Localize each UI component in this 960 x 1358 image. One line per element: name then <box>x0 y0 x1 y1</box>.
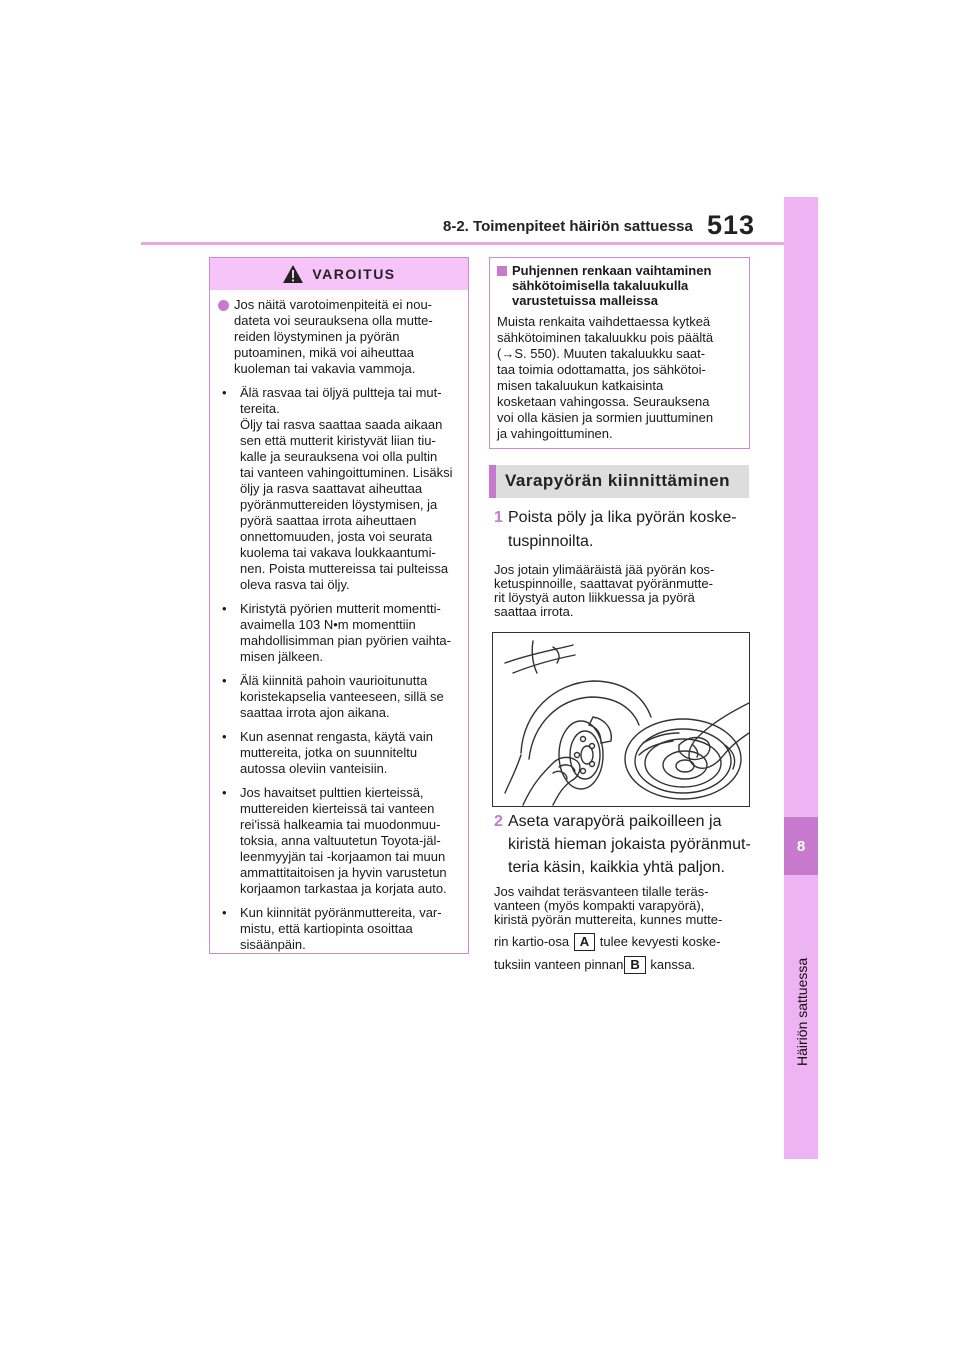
chapter-title: Häiriön sattuessa <box>794 957 810 1067</box>
label-a: A <box>574 933 595 951</box>
warning-item: • Älä rasvaa tai öljyä pultteja tai mut- tereita. Öljy tai rasva saattaa saada aikaan sen että mutterit kiristyvät liian tiu- kalle ja seurauksena voi olla pultin tai vanteen vahingoittuminen. Lisäksi öljy ja rasva saattavat aiheuttaa pyöränmuttereiden löystymisen, ja pyörä saattaa irrota aiheuttaen onnettomuuden, josta voi seurata kuolema tai vakava loukkaantumi- nen. Poista muttereissa tai pulteissa oleva rasva tai öljy. <box>222 385 453 592</box>
square-bullet-icon <box>497 266 507 276</box>
warning-item: • Kun kiinnität pyöränmuttereita, var- mistu, että kartiopinta osoittaa sisäänpäin. <box>222 905 442 952</box>
warning-item: • Kun asennat rengasta, käytä vain muttereita, jotka on suunniteltu autossa oleviin vanteisiin. <box>222 729 433 776</box>
chapter-side-tab <box>784 197 818 1159</box>
step-text: Aseta varapyörä paikoilleen ja kiristä hieman jokaista pyöränmut- teria käsin, kaikkia yhtä paljon. <box>508 813 751 876</box>
warning-item: • Kiristytä pyörien mutterit momentti- avaimella 103 N•m momenttiin mahdollisimman pian pyörien vaihta- misen jälkeen. <box>222 601 451 664</box>
section-heading-accent <box>489 465 496 498</box>
warning-box <box>209 257 469 954</box>
warning-intro-text: Jos näitä varotoimenpiteitä ei nou- dateta voi seurauksena olla mutte- reiden löystyminen ja pyörän putoaminen, mikä voi aiheuttaa kuoleman tai vakavia vammoja. <box>234 297 433 376</box>
note-text: Muista renkaita vaihdettaessa kytkeä sähkötoiminen takaluukku pois päältä (→S. 550). Muuten takaluukku saat- taa toimia odottamatta, jos sähkötoi- misen takaluukun katkaisinta kosketaan vahingossa. Seurauksena voi olla käsien ja sormien juuttuminen ja vahingoittuminen. <box>497 314 714 441</box>
warning-title: VAROITUS <box>312 266 396 282</box>
circle-bullet-icon <box>218 300 229 311</box>
warning-item: • Jos havaitset pulttien kierteissä, muttereiden kierteissä tai vanteen rei'issä halkeamia tai muodonmuu- toksia, anna valtuutetun Toyota-jäl- leenmyyjän tai -korjaamon tai muun ammattitaitoisen ja hyvin varustetun korjaamon tarkastaa ja korjata auto. <box>222 785 447 896</box>
warning-triangle-icon <box>282 264 304 284</box>
note-heading: Puhjennen renkaan vaihtaminen sähkötoimisella takaluukulla varustetuissa malleissa <box>490 258 749 308</box>
note-box <box>489 257 750 449</box>
step-1-detail: Jos jotain ylimääräistä jää pyörän kos- ketuspinnoille, saattavat pyöränmutte- rit löystyä auton liikkuessa ja pyörä saattaa irrota. <box>494 562 715 619</box>
label-b: B <box>624 956 645 974</box>
step-text: Poista pöly ja lika pyörän koske- tuspinnoilta. <box>508 509 737 550</box>
spare-wheel-illustration <box>492 632 750 807</box>
warning-intro <box>218 297 456 377</box>
wheel-cleaning-illustration <box>493 633 749 806</box>
step-1 <box>494 506 754 554</box>
header-divider <box>141 242 784 245</box>
chapter-number: 8 <box>784 817 818 875</box>
warning-header <box>210 258 468 290</box>
section-heading <box>489 465 749 498</box>
section-title: 8-2. Toimenpiteet häiriön sattuessa <box>443 218 693 235</box>
step-number: 1 <box>494 509 503 526</box>
warning-body <box>210 290 468 953</box>
page-number: 513 <box>707 210 756 240</box>
step-2 <box>494 810 754 879</box>
step-2-detail: Jos vaihdat teräsvanteen tilalle teräs- vanteen (myös kompakti varapyörä), kiristä pyörän muttereita, kunnes mutte- rin kartio-osa A tulee kevyesti koske- tuksiin vanteen pinnan B kanssa. <box>494 884 723 972</box>
section-heading-text: Varapyörän kiinnittäminen <box>505 471 731 490</box>
step-number: 2 <box>494 813 503 830</box>
warning-item: • Älä kiinnitä pahoin vaurioitunutta koristekapselia vanteeseen, sillä se saattaa irrota ajon aikana. <box>222 673 444 720</box>
